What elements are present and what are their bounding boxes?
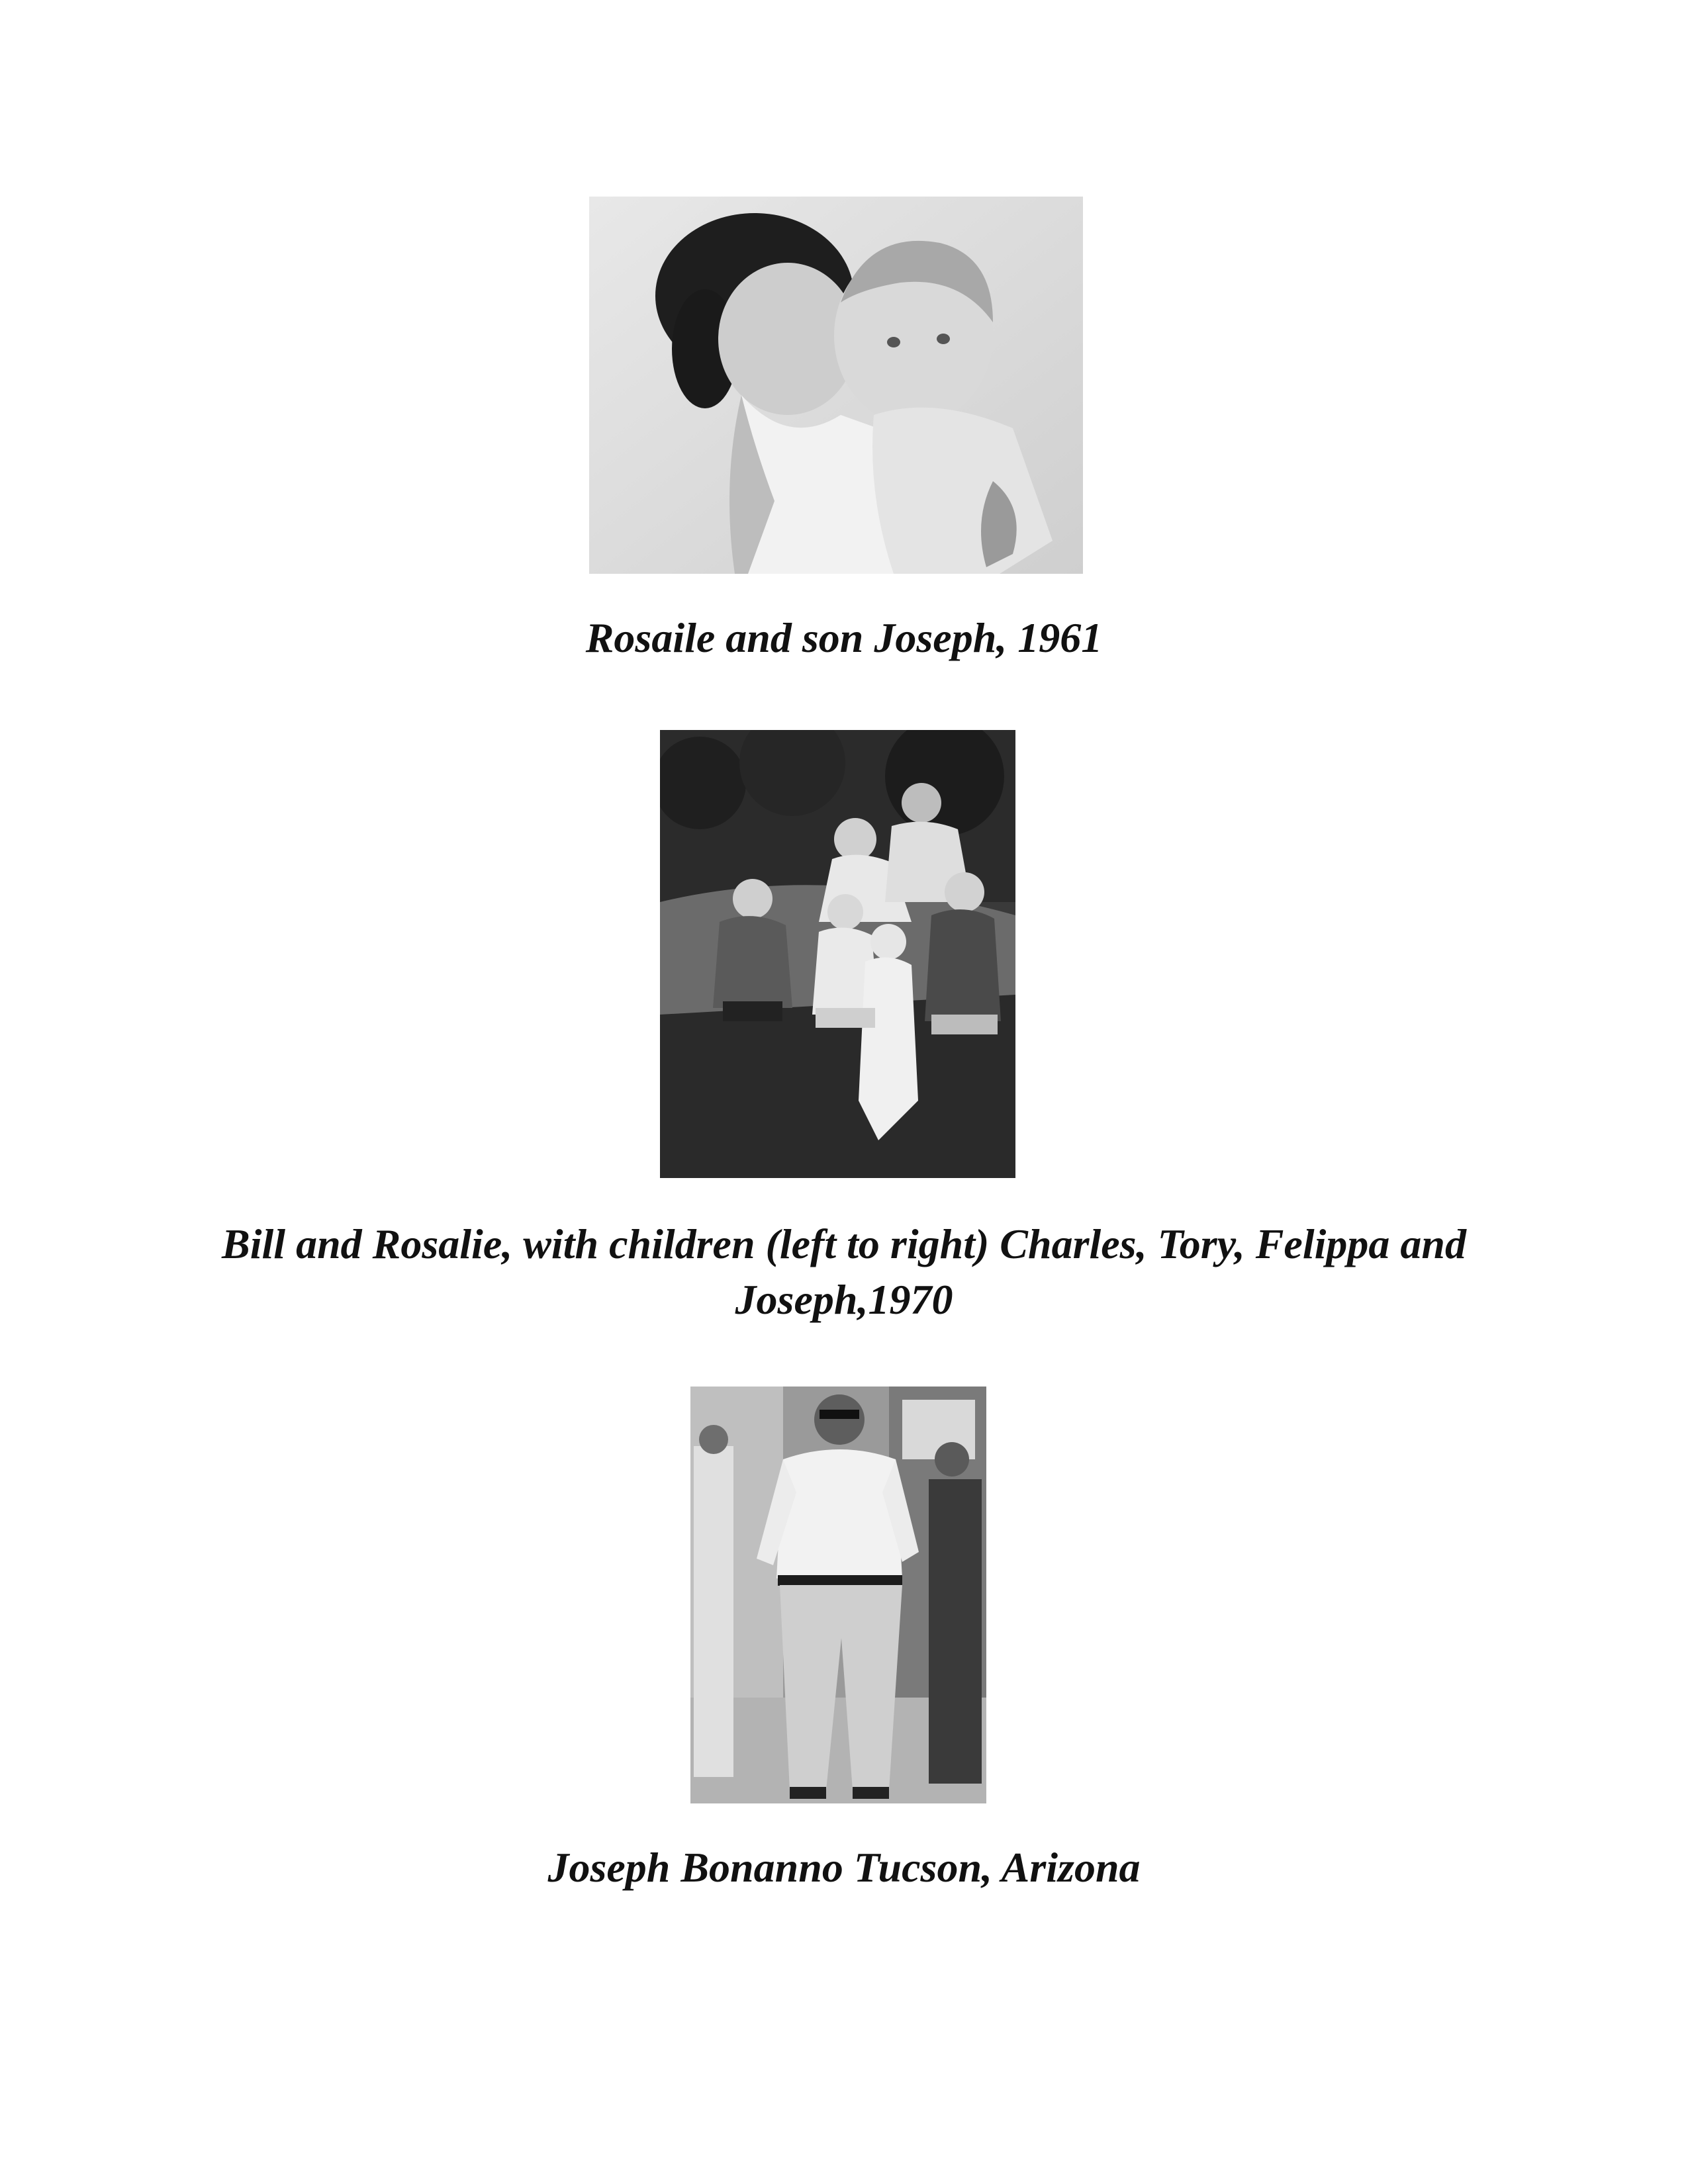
caption-photo-2: Bill and Rosalie, with children (left to right) Charles, Tory, Felippa and Joseph,1970 (222, 1220, 1466, 1323)
photo-mother-and-son (589, 197, 1083, 574)
photo-man-walking (690, 1387, 986, 1803)
photo-family-group (660, 730, 1015, 1178)
caption-photo-3: Joseph Bonanno Tucson, Arizona (547, 1844, 1141, 1891)
caption-photo-1: Rosaile and son Joseph, 1961 (585, 614, 1103, 661)
